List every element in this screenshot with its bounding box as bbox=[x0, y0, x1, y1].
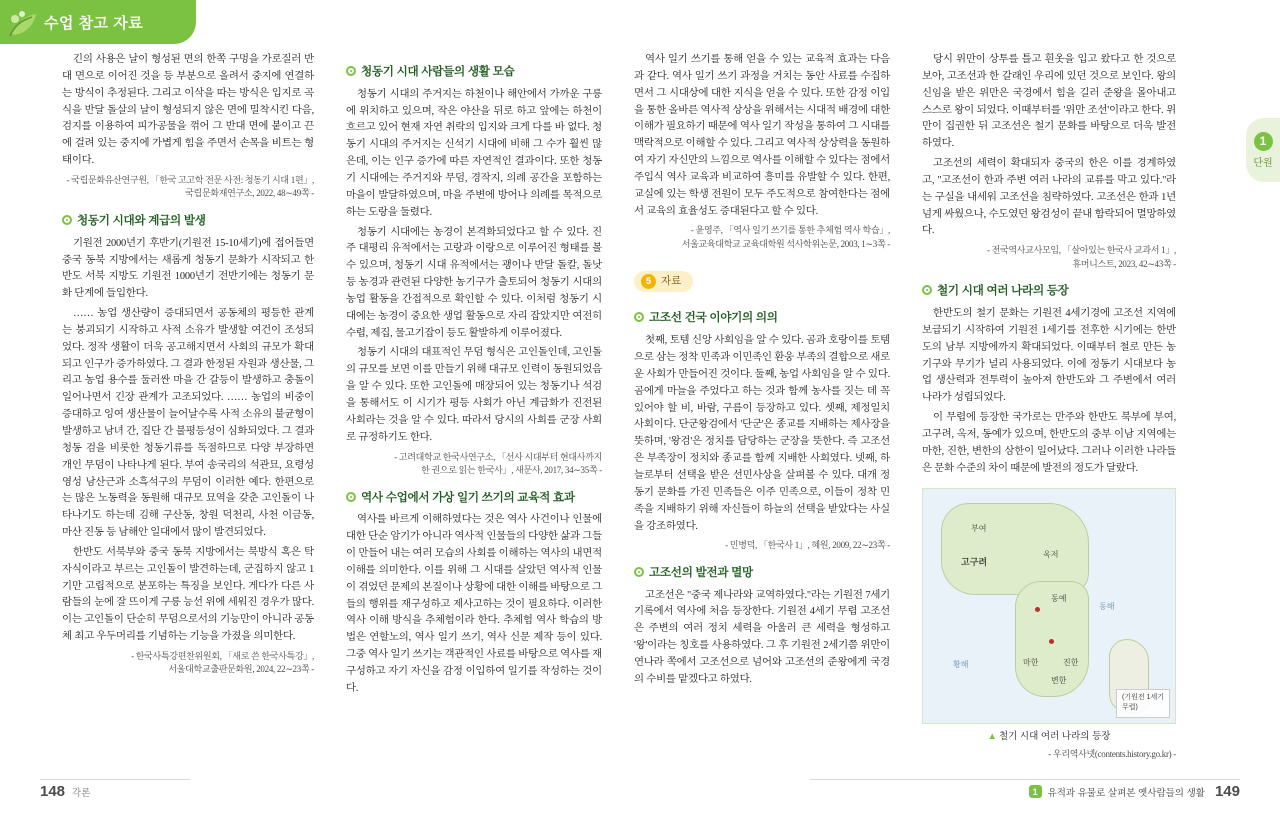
footer-right-label: 유적과 유물로 살펴본 옛사람들의 생활 bbox=[1047, 787, 1205, 799]
footer-left bbox=[40, 783, 90, 800]
section-heading bbox=[346, 489, 602, 508]
section-heading bbox=[346, 63, 602, 82]
material-label: 자료 bbox=[661, 275, 682, 288]
text-column-1 bbox=[30, 52, 330, 767]
figure-caption-text: 철기 시대 여러 나라의 등장 bbox=[998, 730, 1111, 742]
map-label-mahan: 마한 bbox=[1023, 657, 1039, 667]
paragraph: 한반도의 철기 문화는 기원전 4세기경에 고조선 지역에 보급되기 시작하여 기원전 1세기를 전후한 시기에는 한반도의 남부 지방에까지 확대되었다. 이때부터 철로 만든 농기구와 무기가 널리 사용되었다. 이에 정동기 시대보다 농업 생산력과 전투력이 높아져 한반도와 그 주변에서 여러 나라가 성립되었다. bbox=[922, 308, 1176, 404]
paragraph: 긴의 사용은 날이 형성된 면의 한쪽 구멍을 가로질러 반대 면으로 이어진 것을 등 부분으로 올려서 중지에 연결하는 방식이 추정된다. 그리고 이삭을 따는 방식은 입지로 곡식을 반달 돌살의 날이 형성되지 않은 면에 밀착시킨 다음, 검지를 이용하여 피가공물을 꺾어 그 반대 면에 붙이고 끈에 걸려 있는 중지에 가볍게 힘을 주면서 손목을 비트는 형태이다. bbox=[62, 54, 314, 167]
material-number: 5 bbox=[641, 274, 656, 289]
paragraph: 고조선은 "중국 제나라와 교역하였다."라는 기원전 7세기 기록에서 역사에 처음 등장한다. 기원전 4세기 무렵 고조선은 주변의 여러 정치 세력을 아울러 큰 세력을 형성하고 '왕'이라는 칭호를 사용하였다. 그 후 기원전 2세기쯤 위만이 연나라 쪽에서 고조선으로 넘어와 고조선의 준왕에게 국경의 수비를 맡겠다고 하였다. bbox=[634, 589, 890, 685]
leaf-icon bbox=[6, 8, 40, 40]
figure-caption bbox=[922, 729, 1176, 744]
section-heading-label: 고조선의 발전과 멸망 bbox=[649, 565, 753, 579]
paragraph: 청동기 시대의 주거지는 하천이나 해안에서 가까운 구릉에 위치하고 있으며, 작은 야산을 뒤로 하고 앞에는 하천이 흐르고 있어 현재 자연 취락의 입지와 크게 다를 바 없다. 청동기 시대의 주거지는 신석기 시대에 비해 그 수가 훨씬 많은데, 이는 인구 증가에 따른 자연적인 결과이다. 또한 청동기 시대에는 주거지와 무덤, 경작지, 의례 공간을 포함하는 마을이 발달하였으며, 마을 주변에 방어나 의례를 목적으로 하는 도랑을 둘렸다. bbox=[346, 88, 602, 218]
text-column-3 bbox=[618, 52, 906, 767]
column-container bbox=[0, 52, 1280, 767]
section-heading-label: 청동기 시대와 계급의 발생 bbox=[77, 213, 206, 227]
paragraph: 고조선의 세력이 확대되자 중국의 한은 이를 경계하였고, "고조선이 한과 주변 여러 나라의 교류를 막고 있다."라는 구실을 내세워 고조선을 침략하였다. 고조선은 한과 1년 넘게 싸웠으나, 수도였던 왕검성이 끝내 함락되어 멸망하였다. bbox=[922, 158, 1176, 237]
footer-divider-left bbox=[40, 779, 190, 780]
paragraph: …… 농업 생산량이 증대되면서 공동체의 평등한 관계는 붕괴되기 시작하고 사적 소유가 발생할 여건이 조성되었다. 정작 생활이 더욱 공고해지면서 사회의 규모가 확대되고 인구가 증가하였다. 그 결과 한정된 자원과 생산물, 그리고 농업 용수를 둘러싼 마을 간 갈등이 발생하고 충돌이 일어나면서 긴장 관계가 고조되었다. …… 농업의 비중이 증대하고 잉여 생산물이 늘어날수록 사적 소유의 불균형이 발생하고 남녀 간, 집단 간 불평등성이 심화되었다. 그 결과 청동 검을 비롯한 청동기류를 독점하므로 다양 부장하면 개인 무덤이 나타나게 된다. 부여 송국리의 석관묘, 요령성 영성 남산근과 소흑석구의 무덤이 이러한 예다. 한편으로는 많은 노동력을 동원해 대규모 묘역을 갖춘 고인돌이 나타나기도 하는데 김해 구산동, 창원 덕천리, 사천 이금동, 마산 진동 등 남해안 일대에서 많이 발견되었다. bbox=[62, 308, 314, 539]
citation: - 윤영주, 「역사 일기 쓰기를 통한 추체험 역사 학습」, 서울교육대학교 교육대학원 석사학위논문, 2003, 1∼3쪽 - bbox=[681, 225, 890, 249]
paragraph: 이 무렵에 등장한 국가로는 만주와 한반도 북부에 부여, 고구려, 옥저, 동예가 있으며, 한반도의 중부 이남 지역에는 마한, 진한, 변한의 삼한이 일어났다. 그러나 이러한 나라들은 문화 수준의 차이 때문에 발전의 정도가 달랐다. bbox=[922, 412, 1176, 474]
citation: - 국립문화유산연구원, 「한국 고고학 전문 사전: 청동기 시대 1편」, 국립문화재연구소, 2022, 48∼49쪽 - bbox=[66, 174, 314, 199]
section-heading bbox=[634, 564, 890, 583]
citation: - 한국사특강편찬위원회, 「새로 쓴 한국사특강」, 서울대학교출판문화원, 2024, 22∼23쪽 - bbox=[131, 650, 314, 675]
map-legend-line-2: 무렵) bbox=[1122, 704, 1138, 712]
section-banner bbox=[0, 0, 196, 44]
text-column-2 bbox=[330, 52, 618, 767]
section-heading-label: 고조선 건국 이야기의 의의 bbox=[649, 311, 778, 325]
triangle-marker-icon: ▲ bbox=[987, 730, 997, 742]
map-legend-line-1: (기원전 1세기 bbox=[1122, 694, 1164, 702]
paragraph: 역사를 바르게 이해하였다는 것은 역사 사건이나 인물에 대한 단순 암기가 아니라 역사적 인물들의 다양한 삶과 그들이 만들어 내는 여러 모습의 사회를 이해하는 역사의 내면적 이해를 의미한다. 이를 위해 그 시대를 살았던 역사적 인물이 겪었던 문제의 본질이나 상황에 대한 이해를 바탕으로 그들의 행위를 재구성하고 제사고하는 것이 필요하다. 이러한 역사 이해 방식을 추체험이라 한다. 추체험 역사 학습의 방법은 연할노의, 역사 일기 쓰기, 역사 신문 제작 등이 있다. 그중 역사 일기 쓰기는 객관적인 사료를 바탕으로 역사를 재구성하고 자기 자신을 감정 이입하여 일기를 작성하는 것이다. bbox=[346, 514, 602, 694]
banner-label: 수업 참고 자료 bbox=[44, 14, 144, 32]
map-image bbox=[922, 488, 1176, 724]
citation: - 민병덕, 「한국사 1」, 혜원, 2009, 22∼23쪽 - bbox=[725, 540, 890, 551]
map-label-okjeo: 옥저 bbox=[1043, 549, 1059, 559]
section-heading bbox=[634, 309, 890, 328]
paragraph: 당시 위만이 상투를 틀고 흰옷을 입고 왔다고 한 것으로 보아, 고조선과 한 갈래인 우리에 있던 것으로 보인다. 왕의 신임을 받은 위만은 국경에서 힘을 길러 준왕을 몰아내고 스스로 왕이 되었다. 이때부터를 '위만 조선'이라고 한다. 위만이 집권한 뒤 고조선은 철기 문화를 바탕으로 더욱 발전하였다. bbox=[922, 54, 1176, 150]
map-label-buyeo: 부여 bbox=[971, 523, 987, 533]
chapter-badge: 1 bbox=[1029, 785, 1042, 798]
footer-right bbox=[1029, 783, 1240, 800]
map-legend bbox=[1116, 689, 1170, 717]
map-label-jinhan: 진한 bbox=[1063, 657, 1079, 667]
bullet-dot-icon bbox=[634, 312, 644, 322]
citation: - 우리역사넷(contents.history.go.kr) - bbox=[1048, 748, 1176, 759]
paragraph: 첫째, 토템 신앙 사회임을 알 수 있다. 곰과 호랑이를 토템으로 삼는 정착 민족과 이민족인 환웅 부족의 결합으로 새로운 사회가 만들어진 것이다. 둘째, 농업 사회임을 알 수 있다. 곰에게 마늘을 주었다고 하는 것과 함께 농사를 짓는 데 꼭 있어야 할 비, 바람, 구름이 등장하고 있다. 셋째, 제정일치 사회이다. 단군왕검에서 '단군'은 종교를 지배하는 제사장을 뜻하며, '왕검'은 정치를 담당하는 군장을 뜻한다. 즉 고조선은 부족장이 정치와 종교를 함께 지배한 사회였다. 넷째, 하늘로부터 선택을 받은 선민사상을 살펴볼 수 있다. 대개 정동기 문화를 가진 민족들은 이주 민족으로, 이들이 정착 민족을 지배하기 위해 자신들이 하늘의 선택을 받았다는 사실을 강조하였다. bbox=[634, 335, 890, 532]
bullet-dot-icon bbox=[62, 215, 72, 225]
map-figure bbox=[922, 488, 1176, 744]
page-number-left: 148 bbox=[40, 783, 66, 800]
page-body bbox=[0, 44, 1280, 770]
unit-number: 1 bbox=[1254, 132, 1273, 151]
map-pin-city bbox=[1049, 639, 1054, 644]
page-number-right: 149 bbox=[1214, 783, 1240, 800]
bullet-dot-icon bbox=[634, 567, 644, 577]
section-heading-label: 역사 수업에서 가상 일기 쓰기의 교육적 효과 bbox=[361, 490, 575, 504]
citation: - 고려대학교 한국사연구소, 「선사 시대부터 현대사까지 한 권으로 읽는 한국사」, 새문사, 2017, 34∼35쪽 - bbox=[394, 451, 602, 475]
section-heading bbox=[922, 282, 1176, 301]
citation: - 전국역사교사모임, 「살아있는 한국사 교과서 1」, 휴머니스트, 2023, 42∼43쪽 - bbox=[986, 245, 1176, 269]
map-label-east-sea: 동해 bbox=[1099, 601, 1115, 611]
unit-label: 단원 bbox=[1253, 157, 1273, 169]
bullet-dot-icon bbox=[346, 492, 356, 502]
map-label-yellow-sea: 황해 bbox=[953, 659, 969, 669]
bullet-dot-icon bbox=[346, 66, 356, 76]
footer-left-label: 각론 bbox=[72, 788, 91, 799]
map-label-dongye: 동예 bbox=[1051, 593, 1067, 603]
paragraph: 청동기 시대에는 농경이 본격화되었다고 할 수 있다. 진주 대평리 유적에서는 고랑과 이랑으로 이루어진 형태를 볼 수 있으며, 청동기 시대 유적에서는 괭이나 반달 돌칼, 돌낫 등 농경과 관련된 다양한 농기구가 출토되어 청동기 시대의 농업 활동을 간접적으로 확인할 수 있다. 이처럼 청동기 시대에는 농경이 중요한 생업 활동으로 자리 잡았지만 여전히 수렵, 제집, 물고기잡이 등도 활발하게 이루어졌다. bbox=[346, 226, 602, 339]
map-pin-capital bbox=[1035, 607, 1040, 612]
page-footer bbox=[0, 770, 1280, 814]
paragraph: 역사 일기 쓰기를 통해 얻을 수 있는 교육적 효과는 다음과 같다. 역사 일기 쓰기 과정을 거치는 동안 사료를 수집하면서 그 시대상에 대한 지식을 얻을 수 있다. 또한 감정 이입을 통한 올바른 역사적 상상을 위해서는 시대적 배경에 대한 이해가 필요하기 때문에 역사 일기 작성을 통하여 그 시대를 맥락적으로 이해할 수 있다. 그리고 역사적 상상력을 동원하여 자기 자신만의 느낌으로 역사를 이해할 수 있다는 점에서 주입식 역사 교육과 비교하여 흥미를 유발할 수 있다. 한편, 교실에 있는 학생 전원이 모두 주도적으로 참여한다는 점에서 교육의 효율성도 증대된다고 할 수 있다. bbox=[634, 54, 890, 217]
map-label-goguryeo: 고구려 bbox=[961, 556, 988, 567]
section-heading bbox=[62, 212, 314, 231]
section-heading-label: 청동기 시대 사람들의 생활 모습 bbox=[361, 65, 515, 78]
paragraph: 한반도 서북부와 중국 동북 지방에서는 북방식 혹은 탁자식이라고 부르는 고인돌이 발견하는데, 군집하지 않고 1기만 고립적으로 분포하는 특징을 보인다. 게다가 다른 사람들의 눈에 잘 뜨이게 구릉 능선 위에 세워진 경우가 많다. 이는 고인돌이 단순히 무덤으로서의 기능만이 아니라 공동체 최고 우두머리를 기념하는 기능을 가졌을 의미한다. bbox=[62, 546, 314, 643]
text-column-4 bbox=[906, 52, 1206, 767]
bullet-dot-icon bbox=[922, 285, 932, 295]
section-heading-label: 철기 시대 여러 나라의 등장 bbox=[937, 284, 1069, 298]
paragraph: 청동기 시대의 대표적인 무덤 형식은 고인돌인데, 고인돌의 규모를 보면 이를 만들기 위해 대규모 인력이 동원되었음을 알 수 있다. 또한 고인돌에 매장되어 있는 청동기나 석검을 통해서도 이 시기가 평등 사회가 아닌 계급화가 진전된 사회라는 것을 알 수 있다. 따라서 당시의 사회를 군장 사회로 규정하기도 한다. bbox=[346, 347, 602, 443]
map-label-byeonhan: 변한 bbox=[1051, 675, 1067, 685]
material-tab bbox=[634, 271, 693, 292]
paragraph: 기원전 2000년기 후반기(기원전 15-10세기)에 접어들면 중국 동북 지방에서는 새롭게 청동기 문화가 시작되고 한반도 서북 지방도 기원전 1000년기 전반기에는 청동기 문화 단계에 들입한다. bbox=[62, 237, 314, 300]
footer-divider-right bbox=[810, 779, 1240, 780]
